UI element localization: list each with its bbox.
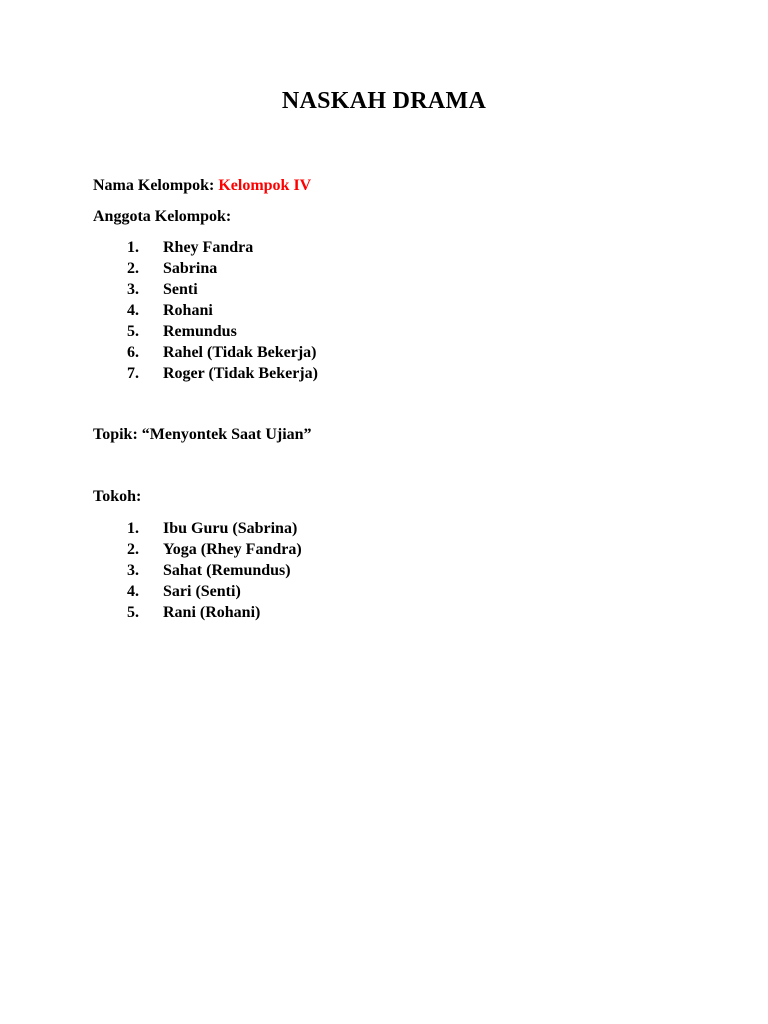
list-item-text: Sari (Senti) (163, 583, 241, 600)
topic-line: Topik: “Menyontek Saat Ujian” (93, 426, 312, 443)
list-item (113, 258, 318, 279)
list-item (113, 363, 318, 384)
group-name-value: Kelompok IV (218, 177, 312, 194)
list-item (113, 539, 302, 560)
group-name-label: Nama Kelompok: (93, 177, 219, 194)
list-item (113, 321, 318, 342)
list-item-number: 3. (127, 281, 139, 298)
list-item-text: Sabrina (163, 260, 218, 277)
list-item-text: Rani (Rohani) (163, 604, 261, 621)
members-heading: Anggota Kelompok: (93, 208, 232, 225)
list-item-text: Senti (163, 281, 198, 298)
document-title: NASKAH DRAMA (281, 88, 487, 114)
characters-list (113, 518, 302, 623)
list-item (113, 342, 318, 363)
list-item (113, 237, 318, 258)
members-list (113, 237, 318, 384)
characters-heading: Tokoh: (93, 488, 142, 505)
group-name-line (93, 177, 311, 195)
list-item-number: 6. (127, 344, 139, 361)
list-item-number: 1. (127, 239, 139, 256)
list-item-number: 2. (127, 260, 139, 277)
list-item-text: Remundus (163, 323, 237, 340)
list-item-number: 3. (127, 562, 139, 579)
list-item (113, 560, 302, 581)
list-item-text: Rahel (Tidak Bekerja) (163, 344, 317, 361)
list-item-number: 2. (127, 541, 139, 558)
list-item-text: Ibu Guru (Sabrina) (163, 520, 298, 537)
list-item (113, 602, 302, 623)
list-item-text: Rhey Fandra (163, 239, 254, 256)
list-item (113, 279, 318, 300)
list-item-text: Yoga (Rhey Fandra) (163, 541, 302, 558)
list-item-number: 4. (127, 583, 139, 600)
list-item-number: 1. (127, 520, 139, 537)
list-item-text: Sahat (Remundus) (163, 562, 291, 579)
list-item (113, 581, 302, 602)
list-item (113, 518, 302, 539)
list-item-number: 5. (127, 323, 139, 340)
list-item-text: Roger (Tidak Bekerja) (163, 365, 318, 382)
list-item-text: Rohani (163, 302, 213, 319)
list-item-number: 7. (127, 365, 139, 382)
list-item-number: 5. (127, 604, 139, 621)
list-item-number: 4. (127, 302, 139, 319)
list-item (113, 300, 318, 321)
